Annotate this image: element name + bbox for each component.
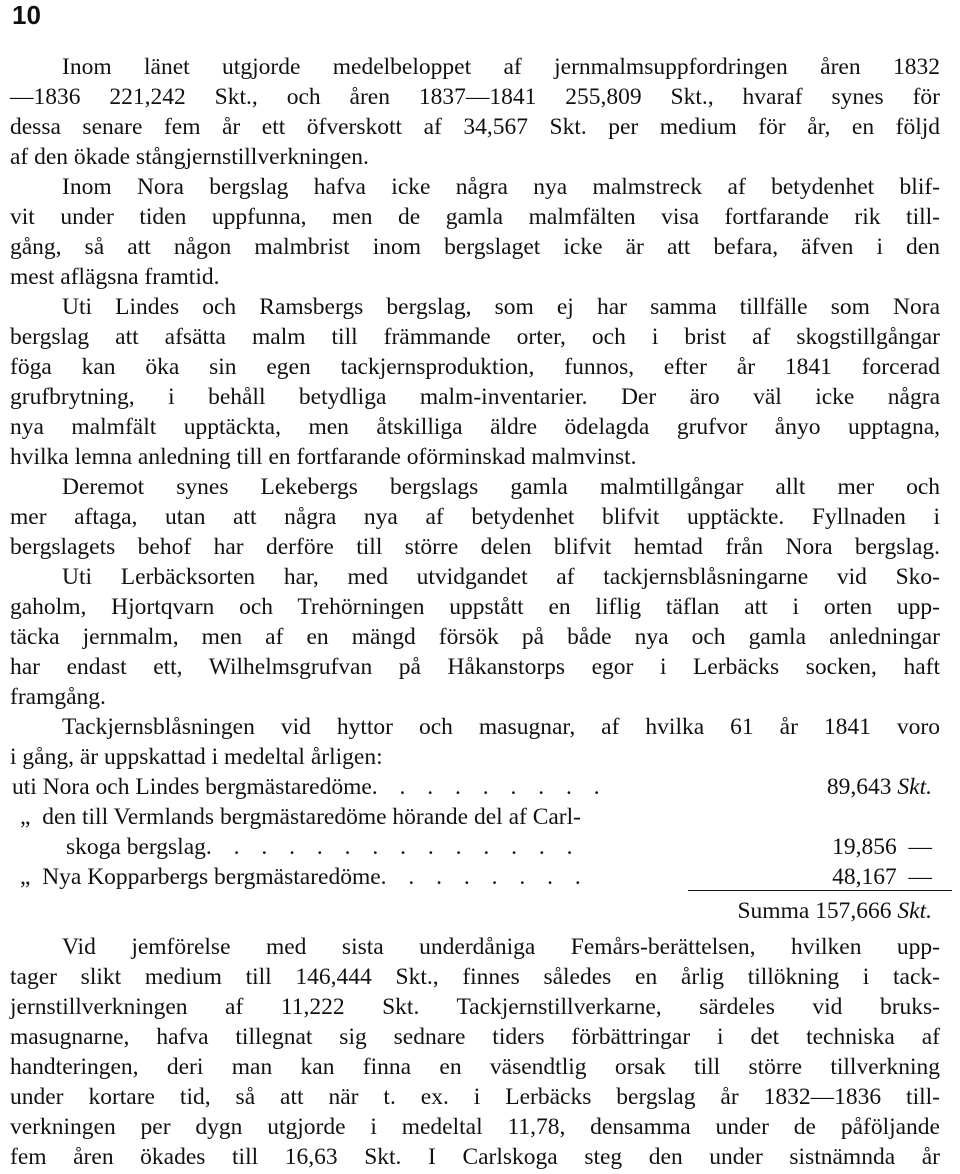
row-unit: —: [908, 834, 932, 860]
text-line: framgång.: [10, 684, 106, 710]
text-line: Tackjernsblåsningen vid hyttor och masugnar, af hvilka 61 år 1841 voro: [62, 714, 940, 740]
text-line: nya malmfält upptäckta, men åtskilliga äldre ödelagda grufvor ånyo upptagna,: [10, 414, 940, 440]
text-line: tager slikt medium till 146,444 Skt., finnes således en årlig tillökning i tack-: [10, 964, 940, 990]
total-row: [0, 896, 940, 926]
row-value: 48,167: [832, 864, 897, 890]
text-line: täcka jernmalm, men af en mängd försök på både nya och gamla anledningar: [10, 624, 940, 650]
text-line: vit under tiden uppfunna, men de gamla malmfälten visa fortfarande rik till-: [10, 204, 940, 230]
row-prefix: „: [20, 864, 31, 890]
row-label: skoga bergslag: [66, 834, 206, 860]
text-line: —1836 221,242 Skt., och åren 1837—1841 255,809 Skt., hvaraf synes för: [10, 84, 940, 110]
leader-dots: . . . . . . . . . . . . . .: [205, 834, 581, 860]
row-label: den till Vermlands bergmästaredöme hörande del af Carl-: [42, 804, 581, 830]
text-line: mest aflägsna framtid.: [10, 264, 220, 290]
page-number: 10: [12, 0, 41, 30]
text-line: Deremot synes Lekebergs bergslags gamla malmtillgångar allt mer och: [62, 474, 940, 500]
text-line: bergslagets behof har derföre till större delen blifvit hemtad från Nora bergslag.: [10, 534, 940, 560]
total-value: 157,666: [815, 898, 892, 924]
leader-dots: . . . . . . . . .: [371, 774, 608, 800]
row-unit: —: [908, 864, 932, 890]
table-row: [0, 802, 940, 832]
text-line: Uti Lerbäcksorten har, med utvidgandet af tackjernsblåsningarne vid Sko-: [62, 564, 940, 590]
text-line: verkningen per dygn utgjorde i medeltal 11,78, densamma under de påföljande: [10, 1114, 940, 1140]
text-line: dessa senare fem år ett öfverskott af 34,567 Skt. per medium för år, en följd: [10, 114, 940, 140]
text-line: föga kan öka sin egen tackjernsproduktion, funnos, efter år 1841 forcerad: [10, 354, 940, 380]
text-line: masugnarne, hafva tillegnat sig sednare tiders förbättringar i det techniska af: [10, 1024, 940, 1050]
row-label: Nya Kopparbergs bergmästaredöme: [42, 864, 381, 890]
text-line: Inom länet utgjorde medelbeloppet af jernmalmsuppfordringen åren 1832: [62, 54, 940, 80]
text-line: Uti Lindes och Ramsbergs bergslag, som ej har samma tillfälle som Nora: [62, 294, 940, 320]
row-prefix: „: [20, 804, 31, 830]
row-unit: Skt.: [897, 774, 932, 800]
row-value: 89,643: [826, 774, 892, 800]
row-value: 19,856: [832, 834, 897, 860]
total-unit: Skt.: [897, 898, 932, 924]
text-line: gaholm, Hjortqvarn och Trehörningen uppstått en liflig täflan att i orten upp-: [10, 594, 940, 620]
text-line: grufbrytning, i behåll betydliga malm-inventarier. Der äro väl icke några: [10, 384, 940, 410]
text-line: af den ökade stångjernstillverkningen.: [10, 144, 369, 170]
sum-rule: [688, 890, 952, 891]
text-line: i gång, är uppskattad i medeltal årligen:: [10, 744, 383, 770]
table-row: [0, 862, 940, 892]
text-line: under kortare tid, så att när t. ex. i Lerbäcks bergslag år 1832—1836 till-: [10, 1084, 940, 1110]
table-row: [0, 832, 940, 862]
text-line: har endast ett, Wilhelmsgrufvan på Håkanstorps egor i Lerbäcks socken, haft: [10, 654, 940, 680]
text-line: hvilka lemna anledning till en fortfarande oförminskad malmvinst.: [10, 444, 637, 470]
text-line: bergslag att afsätta malm till främmande orter, och i brist af skogstillgångar: [10, 324, 940, 350]
text-line: handteringen, deri man kan finna en väsendtlig orsak till större tillverkning: [10, 1054, 940, 1080]
leader-dots: . . . . . . . .: [380, 864, 589, 890]
row-prefix: uti: [12, 774, 37, 800]
total-label: Summa: [737, 898, 810, 924]
row-label: Nora och Lindes bergmästaredöme: [42, 774, 372, 800]
text-line: fem åren ökades till 16,63 Skt. I Carlskoga steg den under sistnämnda år: [10, 1144, 940, 1170]
text-line: Inom Nora bergslag hafva icke några nya malmstreck af betydenhet blif-: [62, 174, 940, 200]
text-line: mer aftaga, utan att några nya af betydenhet blifvit upptäckte. Fyllnaden i: [10, 504, 940, 530]
table-row: [0, 772, 940, 802]
text-line: Vid jemförelse med sista underdåniga Femårs-berättelsen, hvilken upp-: [62, 934, 940, 960]
text-line: jernstillverkningen af 11,222 Skt. Tackjernstillverkarne, särdeles vid bruks-: [10, 994, 940, 1020]
text-line: gång, så att någon malmbrist inom bergslaget icke är att befara, äfven i den: [10, 234, 940, 260]
